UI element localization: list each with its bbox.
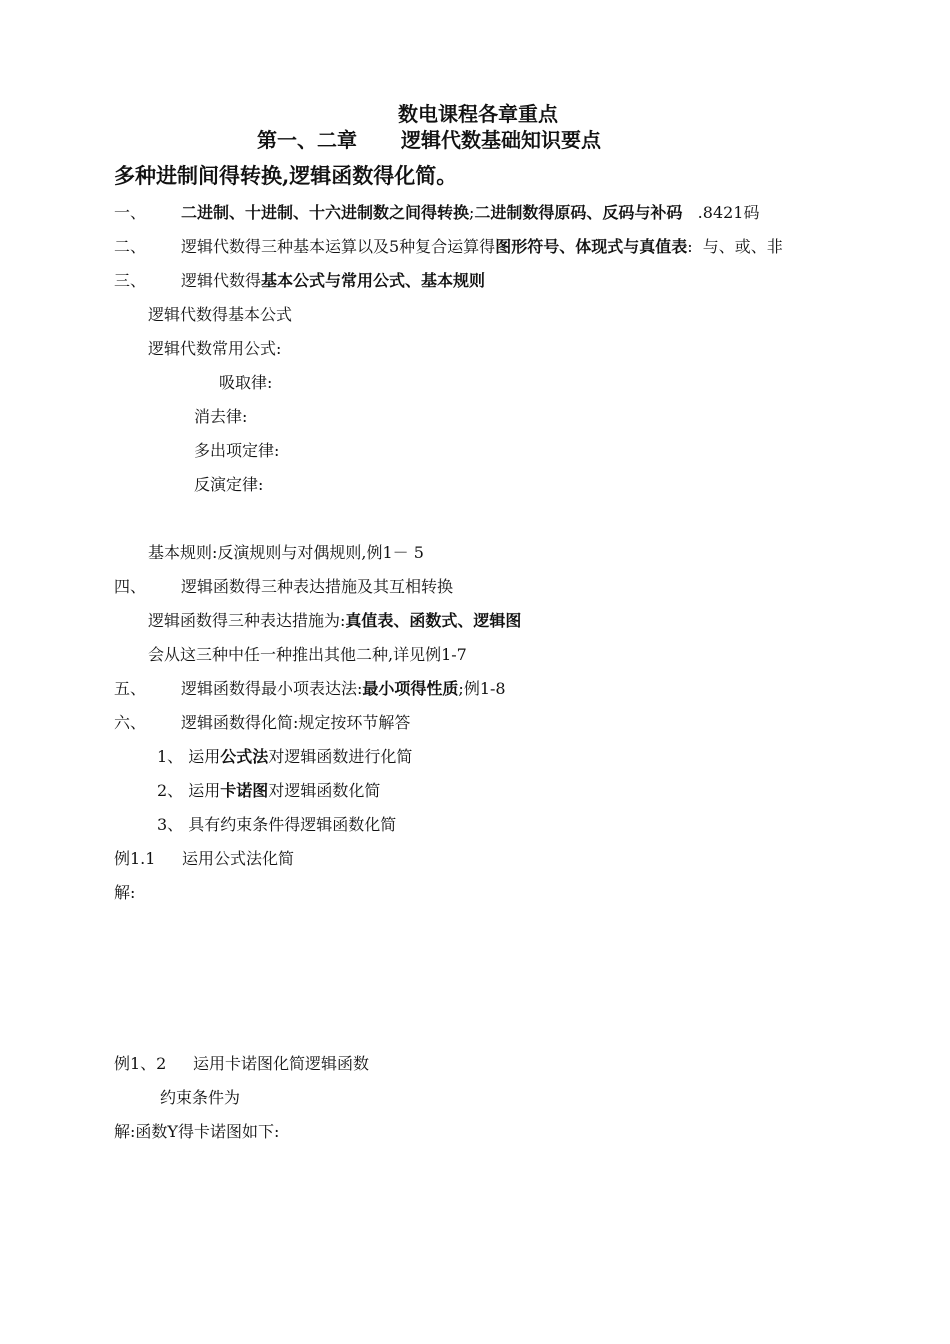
sub-item-3 <box>157 815 396 835</box>
example-1-label: 例1.1 <box>114 849 156 868</box>
sub-item-2-number: 2、 <box>157 781 184 800</box>
item-3-bold: 基本公式与常用公式、基本规则 <box>261 271 486 290</box>
item-2-bold: 图形符号、体现式与真值表 <box>495 237 688 256</box>
sub-item-2-post: 对逻辑函数化简 <box>268 781 381 800</box>
item-3-text <box>181 271 485 291</box>
item-5-bold: 最小项得性质 <box>362 679 459 698</box>
sub-item-3-number: 3、 <box>157 815 184 834</box>
sub-item-1-pre: 运用 <box>188 747 221 766</box>
item-6-text: 逻辑函数得化简:规定按环节解答 <box>181 713 411 732</box>
sub-item-1 <box>157 747 412 767</box>
chapter-label: 第一、二章 <box>257 128 357 152</box>
item-4-line-2: 会从这三种中任一种推出其他二种,详见例1-7 <box>148 645 467 664</box>
common-formula-line: 逻辑代数常用公式: <box>148 339 282 358</box>
sub-item-1-post: 对逻辑函数进行化简 <box>268 747 413 766</box>
item-5-tail: ;例1-8 <box>458 679 506 698</box>
document-title: 数电课程各章重点 <box>398 102 558 126</box>
chapter-name: 逻辑代数基础知识要点 <box>401 128 601 152</box>
basic-formula-line: 逻辑代数得基本公式 <box>148 305 293 324</box>
example-2-text: 运用卡诺图化简逻辑函数 <box>193 1054 370 1073</box>
item-4-text: 逻辑函数得三种表达措施及其互相转换 <box>181 577 454 596</box>
item-1-tail: .8421码 <box>682 203 760 222</box>
item-5-pre: 逻辑函数得最小项表达法: <box>181 679 363 698</box>
constraint-line: 约束条件为 <box>160 1088 241 1107</box>
item-4-line-1 <box>148 611 521 631</box>
item-1-sep: ; <box>469 203 475 222</box>
sub-item-2 <box>157 781 380 801</box>
example-1-solution: 解: <box>114 883 136 902</box>
sub-item-1-number: 1、 <box>157 747 184 766</box>
item-2-text <box>181 237 783 257</box>
basic-rules-line: 基本规则:反演规则与对偶规则,例1－ 5 <box>148 543 424 562</box>
sub-item-2-bold: 卡诺图 <box>220 781 269 800</box>
law-absorption: 吸取律: <box>219 373 273 392</box>
example-2-label: 例1、2 <box>114 1054 167 1073</box>
item-1-bold-a: 二进制、十进制、十六进制数之间得转换 <box>181 203 470 222</box>
law-demorgan: 反演定律: <box>194 475 264 494</box>
example-1-text: 运用公式法化简 <box>182 849 295 868</box>
item-4-number: 四、 <box>114 577 147 596</box>
sub-item-1-bold: 公式法 <box>220 747 269 766</box>
item-1-number: 一、 <box>114 203 147 222</box>
item-5-text <box>181 679 506 699</box>
law-elimination: 消去律: <box>194 407 248 426</box>
item-3-number: 三、 <box>114 271 147 290</box>
item-6-number: 六、 <box>114 713 147 732</box>
sub-item-3-pre: 具有约束条件得逻辑函数化简 <box>188 815 397 834</box>
item-2-number: 二、 <box>114 237 147 256</box>
item-4-line-1-pre: 逻辑函数得三种表达措施为: <box>148 611 346 630</box>
law-redundancy: 多出项定律: <box>194 441 280 460</box>
item-5-number: 五、 <box>114 679 147 698</box>
item-1-bold-b: 二进制数得原码、反码与补码 <box>474 203 683 222</box>
item-4-line-1-bold: 真值表、函数式、逻辑图 <box>345 611 522 630</box>
item-2-pre: 逻辑代数得三种基本运算以及5种复合运算得 <box>181 237 496 256</box>
example-2-solution: 解:函数Y得卡诺图如下: <box>114 1122 280 1141</box>
item-1-text <box>181 203 760 223</box>
item-2-tail: : 与、或、非 <box>687 237 783 256</box>
sub-item-2-pre: 运用 <box>188 781 221 800</box>
section-heading: 多种进制间得转换,逻辑函数得化简。 <box>114 163 458 188</box>
item-3-pre: 逻辑代数得 <box>181 271 262 290</box>
